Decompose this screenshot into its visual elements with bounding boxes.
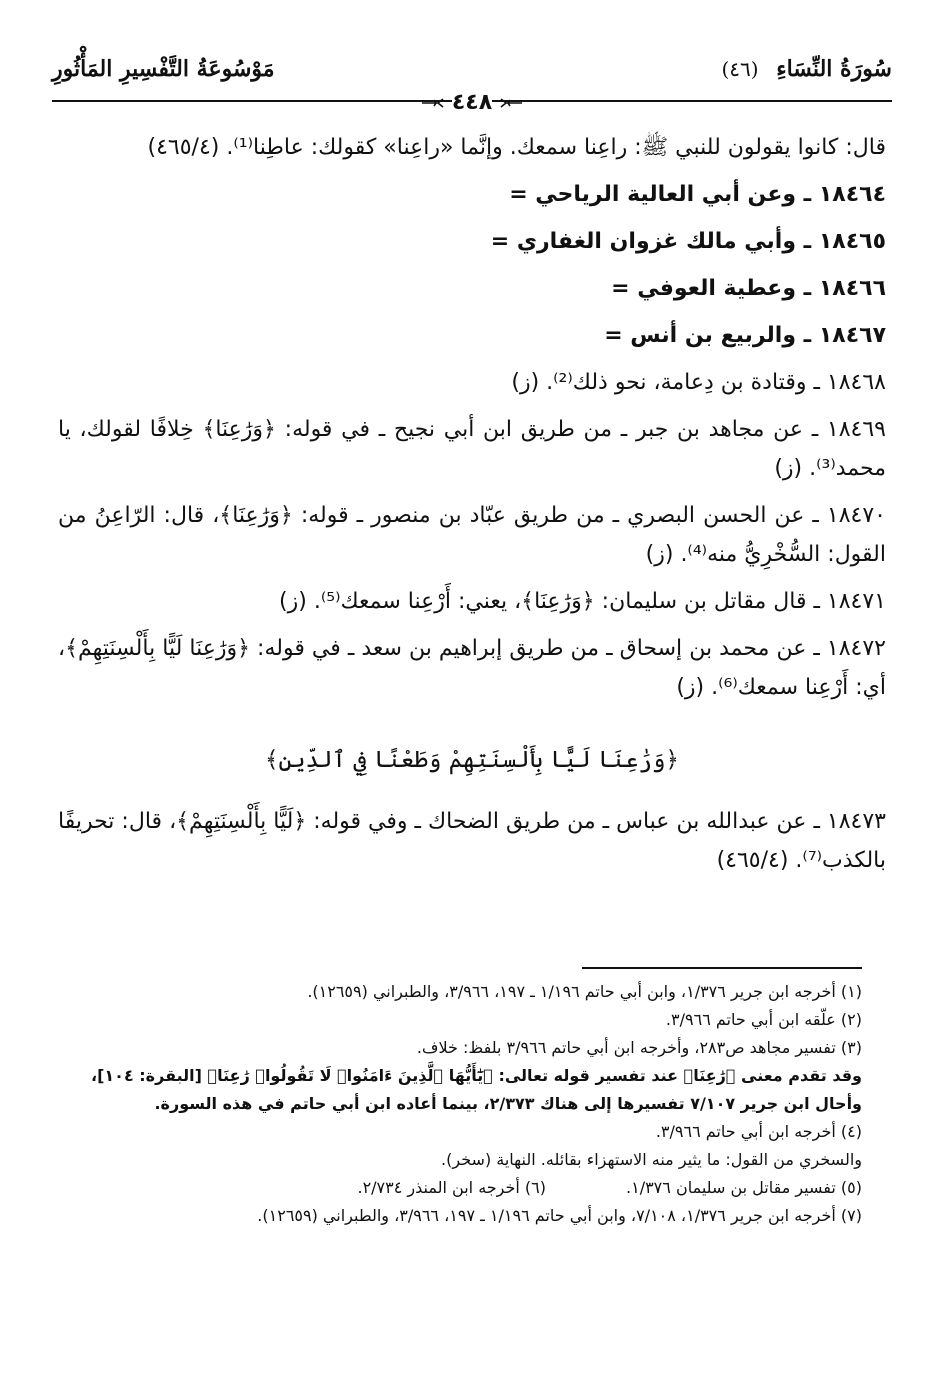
narration-18470: ١٨٤٧٠ ـ عن الحسن البصري ـ من طريق عبّاد بن منصور ـ قوله: ﴿وَرَٰعِنَا﴾، قال: الرّاعِنُ من القول: السُّخْرِيُّ منه⁽⁴⁾. (ز) bbox=[58, 503, 886, 567]
footnote-7: (٧) أخرجه ابن جرير ١/٣٧٦، ٧/١٠٨، وابن أبي حاتم ١/١٩٦ ـ ١٩٧، ٣/٩٦٦، والطبراني (١٢٦٥٩). bbox=[257, 1206, 862, 1225]
running-title-right bbox=[721, 56, 892, 82]
page-number: ٤٤٨ bbox=[451, 90, 493, 115]
footnote-6: (٦) أخرجه ابن المنذر ٢/٧٣٤. bbox=[357, 1178, 546, 1197]
narration-18464: ١٨٤٦٤ ـ وعن أبي العالية الرياحي = bbox=[509, 182, 886, 207]
footnotes bbox=[80, 978, 862, 1230]
page-number-block bbox=[52, 90, 892, 115]
narration-18465: ١٨٤٦٥ ـ وأبي مالك غزوان الغفاري = bbox=[490, 229, 886, 254]
footnote-3-comment-line2: وأحال ابن جرير ٧/١٠٧ تفسيرها إلى هناك ٢/٣٧٣، بينما أعاده ابن أبي حاتم في هذه السورة. bbox=[154, 1094, 862, 1113]
narration-18467: ١٨٤٦٧ ـ والربيع بن أنس = bbox=[604, 323, 886, 348]
narration-18473: ١٨٤٧٣ ـ عن عبدالله بن عباس ـ من طريق الضحاك ـ وفي قوله: ﴿لَيًّا بِأَلْسِنَتِهِمْ﴾، قال: تحريفًا بالكذب⁽⁷⁾. (٤٦٥/٤) bbox=[58, 809, 886, 873]
footnote-2: (٢) علّقه ابن أبي حاتم ٣/٩٦٦. bbox=[665, 1010, 862, 1029]
verse-number: (٤٦) bbox=[721, 57, 759, 81]
narration-18469: ١٨٤٦٩ ـ عن مجاهد بن جبر ـ من طريق ابن أبي نجيح ـ في قوله: ﴿وَرَٰعِنَا﴾ خِلافًا لقولك، يا محمد⁽³⁾. (ز) bbox=[58, 417, 886, 481]
footnote-3-comment-line1: وقد تقدم معنى ﴿رَٰعِنَا﴾ عند تفسير قوله تعالى: ﴿يَٰٓأَيُّهَا ٱلَّذِينَ ءَامَنُوا۟ لَا تَقُولُوا۟ رَٰعِنَا﴾ [البقرة: ١٠٤]، bbox=[91, 1066, 862, 1085]
footnote-4-comment: والسخري من القول: ما يثير منه الاستهزاء بقائله. النهاية (سخر). bbox=[441, 1150, 862, 1169]
ornament-left-icon bbox=[422, 98, 444, 108]
narration-18466: ١٨٤٦٦ ـ وعطية العوفي = bbox=[611, 276, 886, 301]
main-text bbox=[58, 128, 886, 888]
narration-18472: ١٨٤٧٢ ـ عن محمد بن إسحاق ـ من طريق إبراهيم بن سعد ـ في قوله: ﴿وَرَٰعِنَا لَيًّا بِأَلْسِنَتِهِمْ﴾، أي: أَرْعِنا سمعك⁽⁶⁾. (ز) bbox=[58, 636, 886, 700]
text-paragraph: قال: كانوا يقولون للنبي ﷺ: راعِنا سمعك. وإنَّما «راعِنا» كقولك: عاطِنا⁽¹⁾. (٤٦٥/٤) bbox=[147, 135, 886, 160]
footnote-separator bbox=[582, 967, 862, 969]
surah-title: سُورَةُ النِّسَاءِ bbox=[776, 56, 892, 82]
footnote-4: (٤) أخرجه ابن أبي حاتم ٣/٩٦٦. bbox=[655, 1122, 862, 1141]
book-title: مَوْسُوعَةُ التَّفْسِيرِ المَأْثُورِ bbox=[52, 56, 275, 82]
page-header bbox=[52, 56, 892, 115]
narration-18471: ١٨٤٧١ ـ قال مقاتل بن سليمان: ﴿وَرَٰعِنَا﴾، يعني: أَرْعِنا سمعك⁽⁵⁾. (ز) bbox=[279, 589, 886, 614]
footnote-1: (١) أخرجه ابن جرير ١/٣٧٦، وابن أبي حاتم ١/١٩٦ ـ ١٩٧، ٣/٩٦٦، والطبراني (١٢٦٥٩). bbox=[307, 982, 862, 1001]
footnotes-5-6-row bbox=[80, 1174, 862, 1202]
ornament-right-icon bbox=[500, 98, 522, 108]
footnote-3: (٣) تفسير مجاهد ص٢٨٣، وأخرجه ابن أبي حاتم ٣/٩٦٦ بلفظ: خلاف. bbox=[416, 1038, 862, 1057]
verse-heading: ﴿وَرَٰعِنَا لَيًّا بِأَلْسِنَتِهِمْ وَطَعْنًا فِي ٱلدِّينِ﴾ bbox=[265, 747, 679, 773]
footnote-5: (٥) تفسير مقاتل بن سليمان ١/٣٧٦. bbox=[626, 1178, 862, 1197]
narration-18468: ١٨٤٦٨ ـ وقتادة بن دِعامة، نحو ذلك⁽²⁾. (ز) bbox=[511, 370, 886, 395]
